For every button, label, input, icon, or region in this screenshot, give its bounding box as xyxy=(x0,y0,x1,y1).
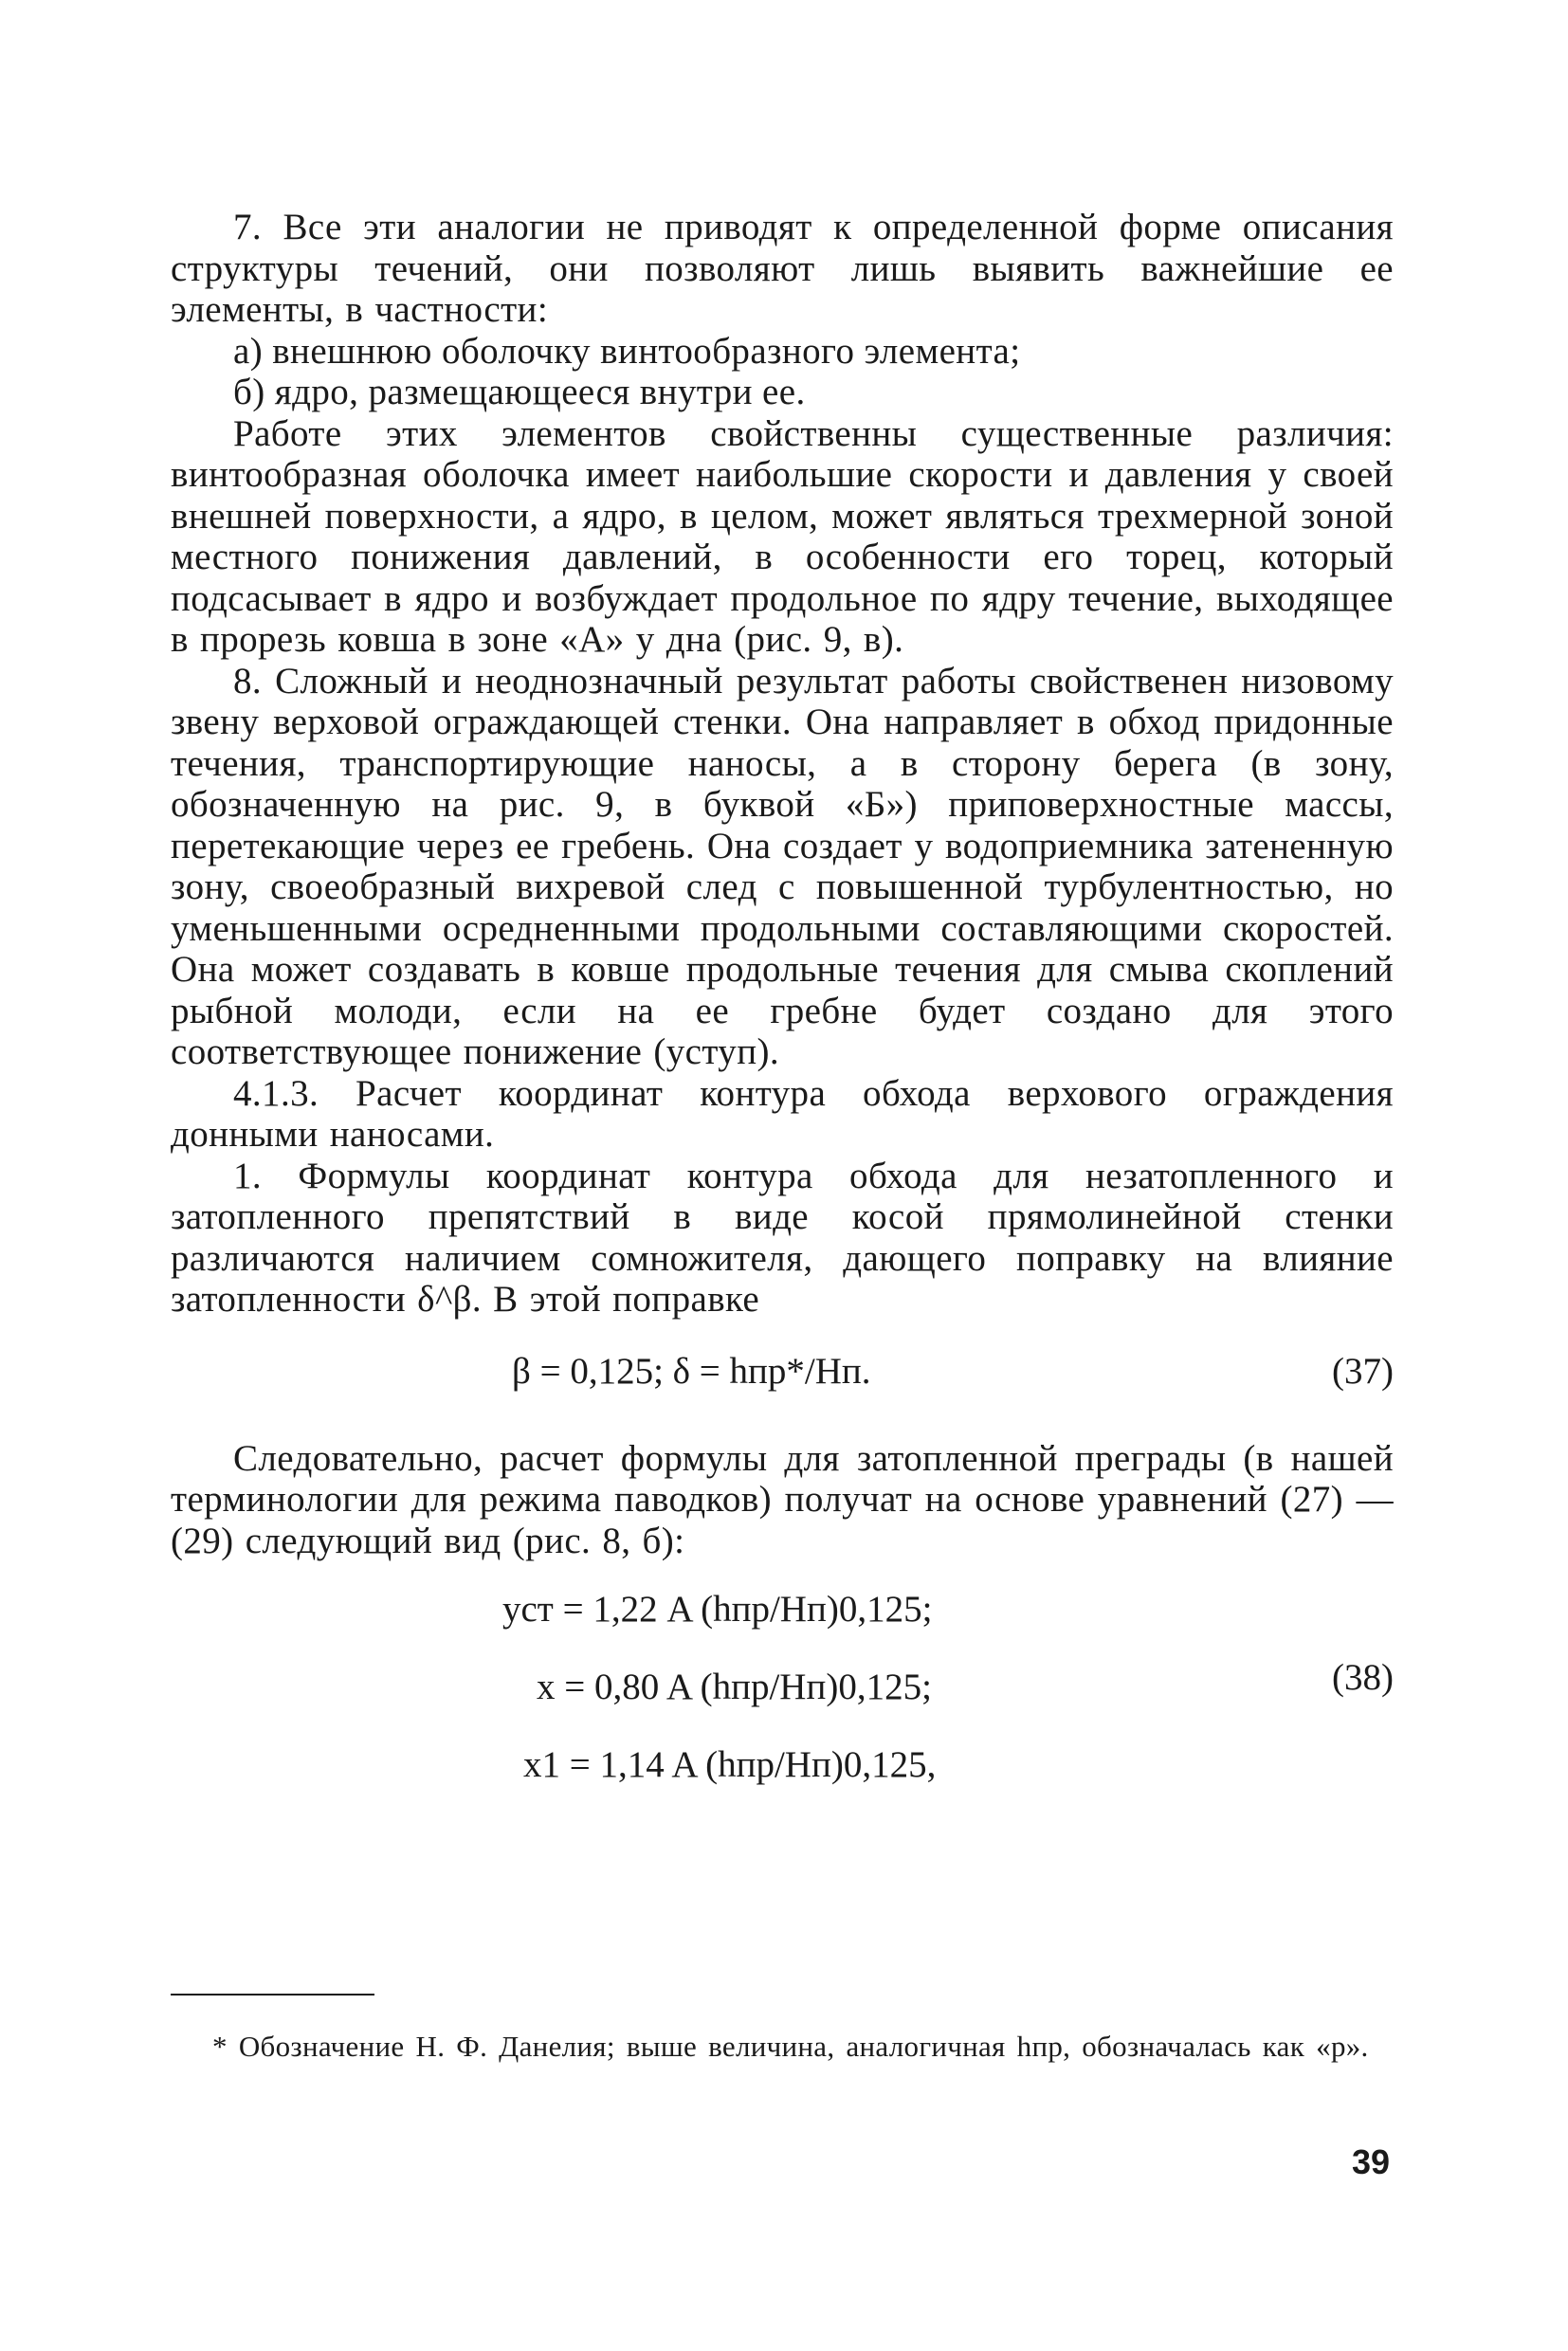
equation-38-line-2: x = 0,80 A (hпр/Hп)0,125; xyxy=(537,1667,932,1707)
list-item-a: а) внешнюю оболочку винтообразного элемента; xyxy=(233,330,1021,372)
section-heading-4-1-3: 4.1.3. Расчет координат контура обхода верхового ограждения донными наносами. xyxy=(171,1072,1394,1155)
footnote: * Обозначение Н. Ф. Данелия; выше величина, аналогичная hпр, обозначалась как «p». xyxy=(212,2030,1369,2063)
equation-37 xyxy=(171,1343,1394,1400)
equation-38-line-3: x1 = 1,14 A (hпр/Hп)0,125, xyxy=(523,1744,937,1785)
equation-38-number: (38) xyxy=(1332,1657,1394,1698)
paragraph-7: 7. Все эти аналогии не приводят к определенной форме описания структуры течений, они позволяют лишь выявить важнейшие ее элементы, в частности: xyxy=(171,207,1394,330)
list-item-b: б) ядро, размещающееся внутри ее. xyxy=(233,372,806,412)
paragraph-work: Работе этих элементов свойственны существенные различия: винтообразная оболочка имеет наибольшие скорости и давления у своей внешней поверхности, а ядро, в целом, может являться трехмерной зоной местного понижения давлений, в особенности его торец, который подсасывает в ядро и возбуждает продольное по ядру течение, выходящее в прорезь ковша в зоне «А» у дна (рис. 9, в). xyxy=(171,412,1394,660)
equation-37-number: (37) xyxy=(1332,1350,1394,1392)
page-number: 39 xyxy=(1351,2142,1390,2181)
footnote-divider xyxy=(171,1994,374,1996)
paragraph-1: 1. Формулы координат контура обхода для незатопленного и затопленного препятствий в виде косой прямолинейной стенки различаются наличием сомножителя, дающего поправку на влияние затопленности δ^β. В этой поправке xyxy=(171,1155,1394,1320)
page-body xyxy=(171,207,1394,1815)
equation-38-block xyxy=(171,1578,1394,1815)
paragraph-8: 8. Сложный и неоднозначный результат работы свойственен низовому звену верховой ограждающей стенки. Она направляет в обход придонные течения, транспортирующие наносы, а в сторону берега (в зону, обозначенную на рис. 9, в буквой «Б») приповерхностные массы, перетекающие через ее гребень. Она создает у водоприемника затененную зону, своеобразный вихревой след с повышенной турбулентностью, но уменьшенными осредненными продольными составляющими скоростей. Она может создавать в ковше продольные течения для смыва скоплений рыбной молоди, если на ее гребне будет создано для этого соответствующее понижение (уступ). xyxy=(171,660,1394,1072)
equation-37-text: β = 0,125; δ = hпр*/Hп. xyxy=(512,1350,871,1392)
equation-38-line-1: yст = 1,22 A (hпр/Hп)0,125; xyxy=(502,1589,933,1630)
paragraph-consequently: Следовательно, расчет формулы для затопленной преграды (в нашей терминологии для режима паводков) получат на основе уравнений (27) — (29) следующий вид (рис. 8, б): xyxy=(171,1437,1394,1561)
